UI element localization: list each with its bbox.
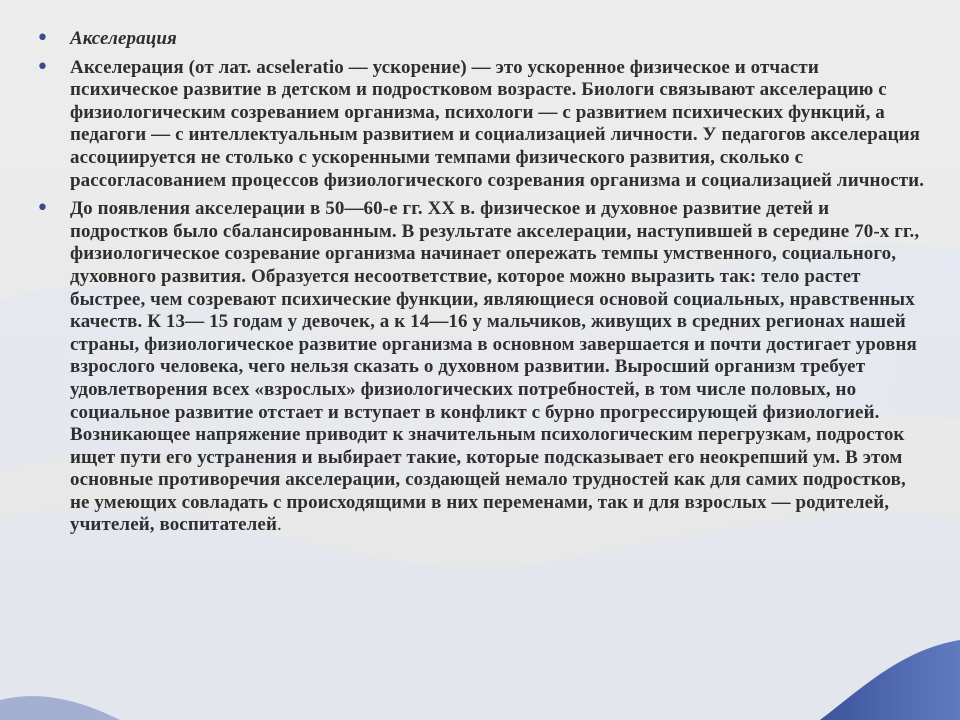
- bullet-item-definition: [36, 54, 926, 193]
- bullet-marker: •: [36, 196, 49, 222]
- bullet-heading-text: Акселерация: [70, 28, 177, 49]
- bullet-marker: •: [36, 54, 49, 80]
- bullet-marker: •: [36, 26, 49, 51]
- bullet-definition-text: Акселерация (от лат. acseleratio — ускорение) — это ускоренное физическое и отчасти психическое развитие в детском и подростковом возрасте. Биологи связывают акселерацию с физиологическим созреванием организма, психологи — с развитием психических функций, а педагоги — с интеллектуальным развитием и социализацией личности. У педагогов акселерация ассоциируется не столько с ускоренными темпами физического развития, сколько с рассогласованием процессов физиологического созревания организма и социализацией личности.: [70, 56, 925, 191]
- bullet-item-history: [36, 198, 926, 537]
- bullet-item-heading: [36, 28, 926, 51]
- bullet-history-trail: .: [277, 514, 282, 536]
- bullet-history-text: До появления акселерации в 50—60-е гг. XX в. физическое и духовное развитие детей и подростков было сбалансированным. В результате акселерации, наступившей в середине 70-х гг., физиологическое созревание организма начинает опережать темпы умственного, социального, духовного развития. Образуется несоответствие, которое можно выразить так: тело растет быстрее, чем созревают психические функции, являющиеся основой социальных, нравственных качеств. К 13— 15 годам у девочек, а к 14—16 у мальчиков, живущих в средних регионах нашей страны, физиологическое развитие организма в основном завершается и почти достигает уровня взрослого человека, чего нельзя сказать о духовном развитии. Выросший организм требует удовлетворения всех «взрослых» физиологических потребностей, в том числе половых, но социальное развитие отстает и вступает в конфликт с бурно прогрессирующей физиологией. Возникающее напряжение приводит к значительным психологическим перегрузкам, подросток ищет пути его устранения и выбирает такие, которые подсказывает его неокрепший ум. В этом основные противоречия акселерации, создающей немало трудностей как для самих подростков, не умеющих совладать с происходящими в них переменами, так и для взрослых — родителей, учителей, воспитателей: [70, 198, 920, 536]
- slide-content: [36, 28, 926, 545]
- bullet-history-paragraph: [70, 198, 926, 537]
